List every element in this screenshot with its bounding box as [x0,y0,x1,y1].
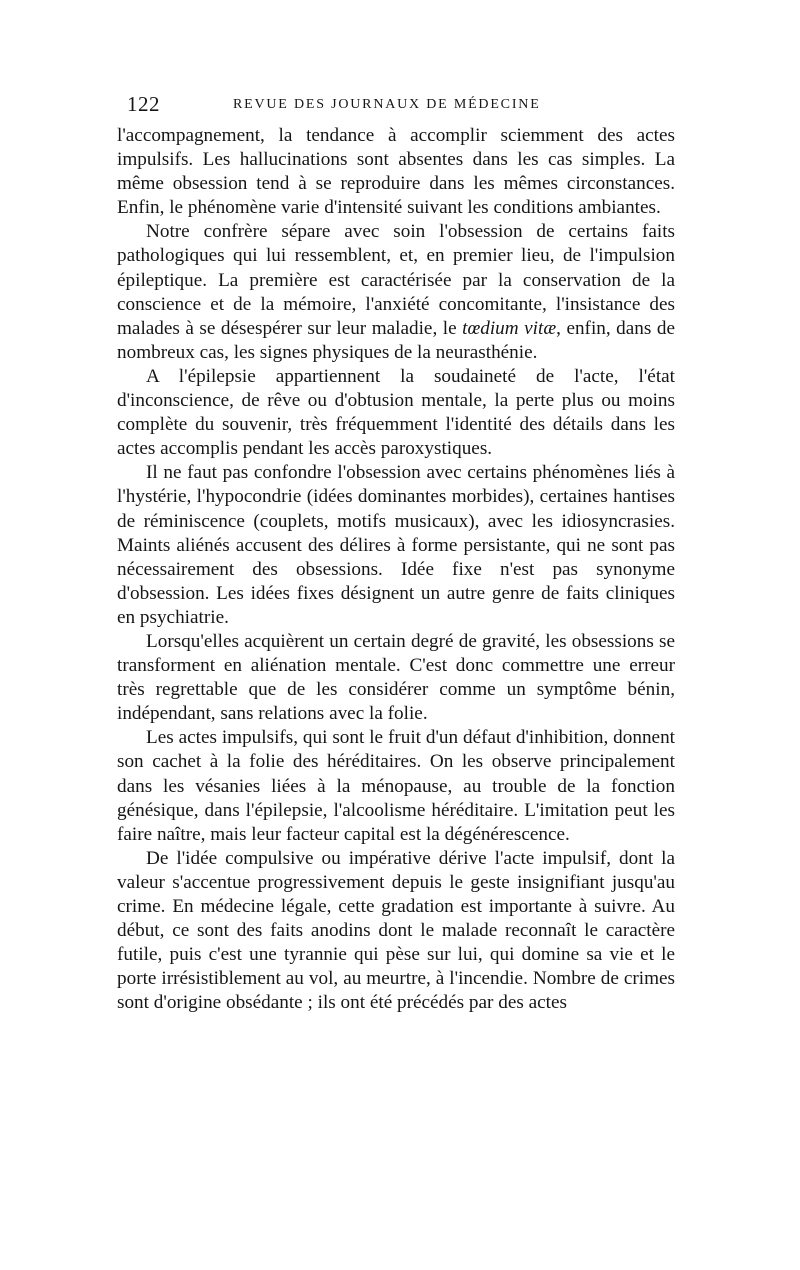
page-number: 122 [127,92,160,116]
paragraph [117,847,675,1016]
paragraph-text: l'accompagnement, la tendance à accomplir sciemment des actes impulsifs. Les hallucinations sont absentes dans les cas simples. La même obsession tend à se reproduire dans les mêmes circonstances. Enfin, le phénomène varie d'intensité suivant les conditions ambiantes. [117,125,675,219]
article-body [117,124,675,1015]
journal-title: REVUE DES JOURNAUX DE MÉDECINE [233,97,541,112]
paragraph-text: Il ne faut pas confondre l'obsession avec certains phénomènes liés à l'hystérie, l'hypocondrie (idées dominantes morbides), certaines hantises de réminiscence (couplets, motifs musicaux), avec les idiosyncrasies. Maints aliénés accusent des délires à forme persistante, qui ne sont pas nécessairement des obsessions. Idée fixe n'est pas synonyme d'obsession. Les idées fixes désignent un autre genre de faits cliniques en psychiatrie. [117,462,675,628]
paragraph-text: Les actes impulsifs, qui sont le fruit d'un défaut d'inhibition, donnent son cachet à la folie des héréditaires. On les observe principalement dans les vésanies liées à la ménopause, au trouble de la fonction génésique, dans l'épilepsie, l'alcoolisme héréditaire. L'imitation peut les faire naître, mais leur facteur capital est la dégénérescence. [117,727,675,845]
paragraph [117,726,675,846]
paragraph [117,365,675,461]
paragraph [117,630,675,726]
latin-term: tœdium vitæ [462,317,557,339]
paragraph-text: Notre confrère sépare avec soin l'obsession de certains faits pathologiques qui lui ressemblent, et, en premier lieu, de l'impulsion épileptique. La première est caractérisée par la conservation de la conscience et de la mémoire, l'anxiété concomitante, l'insistance des malades à se désespérer sur leur maladie, le [117,221,675,339]
paragraph-text: De l'idée compulsive ou impérative dérive l'acte impulsif, dont la valeur s'accentue progressivement depuis le geste insignifiant jusqu'au crime. En médecine légale, cette gradation est importante à suivre. Au début, ce sont des faits anodins dont le malade reconnaît le caractère futile, puis c'est une tyrannie qui pèse sur lui, qui domine sa vie et le porte irrésistiblement au vol, au meurtre, à l'incendie. Nombre de crimes sont d'origine obsédante ; ils ont été précédés par des actes [117,847,675,1014]
paragraph [117,461,675,630]
paragraph-text: A l'épilepsie appartiennent la soudaineté de l'acte, l'état d'inconscience, de rêve ou d'obtusion mentale, la perte plus ou moins complète du souvenir, très fréquemment l'identité des détails dans les actes accomplis pendant les accès paroxystiques. [117,365,675,460]
paragraph [117,220,675,365]
paragraph-continuation [117,124,675,220]
paragraph-text: Lorsqu'elles acquièrent un certain degré de gravité, les obsessions se transforment en aliénation mentale. C'est donc commettre une erreur très regrettable que de les considérer comme un symptôme bénin, indépendant, sans relations avec la folie. [117,630,675,725]
running-head [127,92,687,118]
paragraph-text: , enfin, dans de nombreux cas, les signes physiques de la neurasthénie. [117,317,675,363]
